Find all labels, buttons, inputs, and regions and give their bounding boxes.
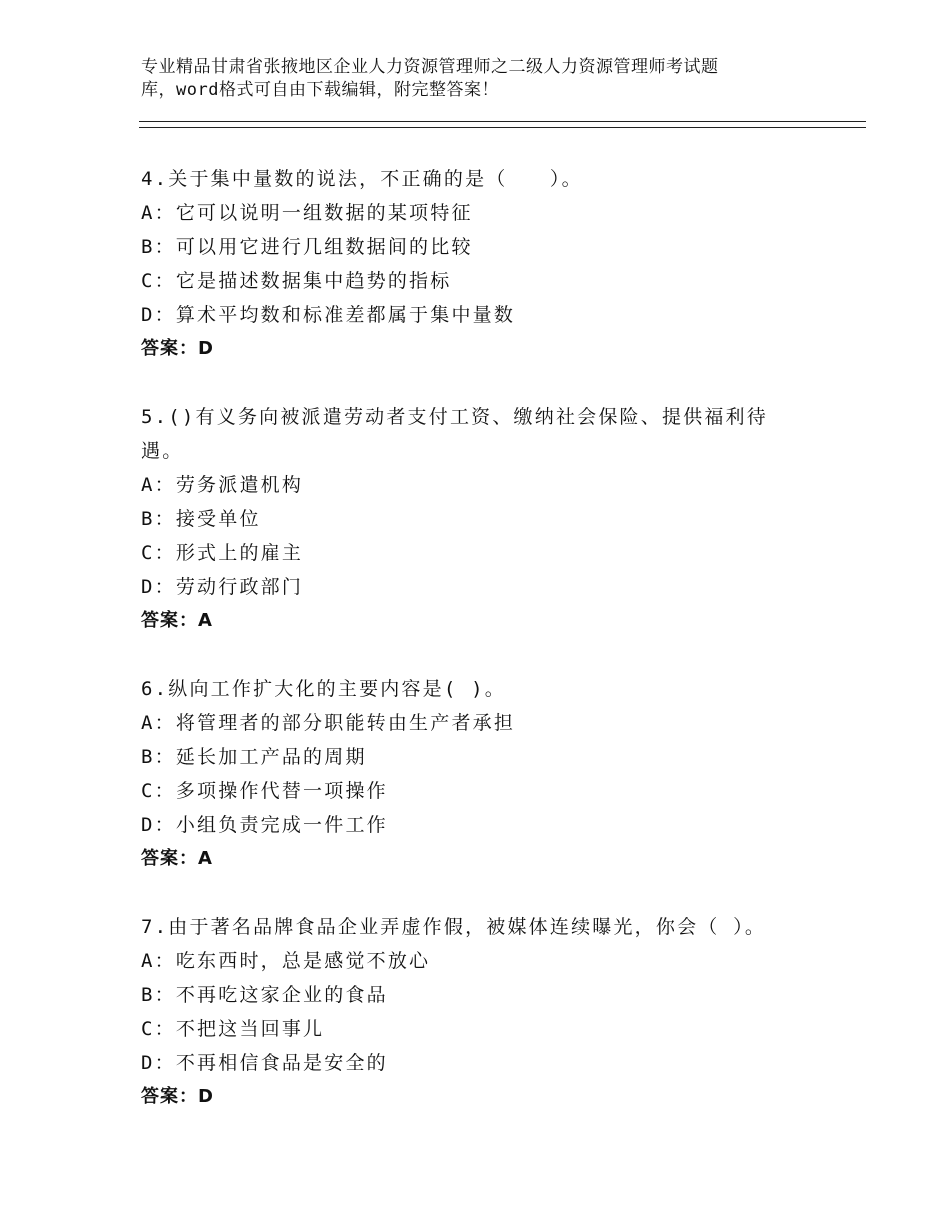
question-title-continued: 遇。 <box>141 440 184 462</box>
option-a: A：它可以说明一组数据的某项特征 <box>141 202 473 224</box>
question-title: 6.纵向工作扩大化的主要内容是( )。 <box>141 678 506 700</box>
option-d: D：劳动行政部门 <box>141 576 304 598</box>
option-b: B：可以用它进行几组数据间的比较 <box>141 236 473 258</box>
document-header <box>141 56 841 102</box>
header-title-line-2: 库，word格式可自由下载编辑，附完整答案！ <box>141 80 499 100</box>
question-6 <box>141 672 841 876</box>
question-7 <box>141 910 841 1114</box>
answer-label: 答案：D <box>141 338 214 359</box>
option-a: A：劳务派遣机构 <box>141 474 304 496</box>
question-5 <box>141 400 841 638</box>
option-b: B：接受单位 <box>141 508 261 530</box>
question-title: 5.()有义务向被派遣劳动者支付工资、缴纳社会保险、提供福利待 <box>141 406 768 428</box>
option-a: A：将管理者的部分职能转由生产者承担 <box>141 712 516 734</box>
header-divider <box>139 121 866 128</box>
option-d: D：小组负责完成一件工作 <box>141 814 388 836</box>
answer-label: 答案：A <box>141 848 213 869</box>
option-c: C：形式上的雇主 <box>141 542 304 564</box>
question-title: 4.关于集中量数的说法，不正确的是（ ）。 <box>141 168 583 190</box>
option-a: A：吃东西时，总是感觉不放心 <box>141 950 431 972</box>
question-list <box>141 162 841 1148</box>
option-b: B：延长加工产品的周期 <box>141 746 367 768</box>
option-d: D：算术平均数和标准差都属于集中量数 <box>141 304 516 326</box>
header-title-line-1: 专业精品甘肃省张掖地区企业人力资源管理师之二级人力资源管理师考试题 <box>141 57 719 77</box>
option-c: C：多项操作代替一项操作 <box>141 780 388 802</box>
option-b: B：不再吃这家企业的食品 <box>141 984 388 1006</box>
option-c: C：它是描述数据集中趋势的指标 <box>141 270 452 292</box>
answer-label: 答案：D <box>141 1086 214 1107</box>
option-c: C：不把这当回事儿 <box>141 1018 325 1040</box>
question-title: 7.由于著名品牌食品企业弄虚作假，被媒体连续曝光，你会（ ）。 <box>141 916 767 938</box>
answer-label: 答案：A <box>141 610 213 631</box>
question-4 <box>141 162 841 366</box>
option-d: D：不再相信食品是安全的 <box>141 1052 388 1074</box>
